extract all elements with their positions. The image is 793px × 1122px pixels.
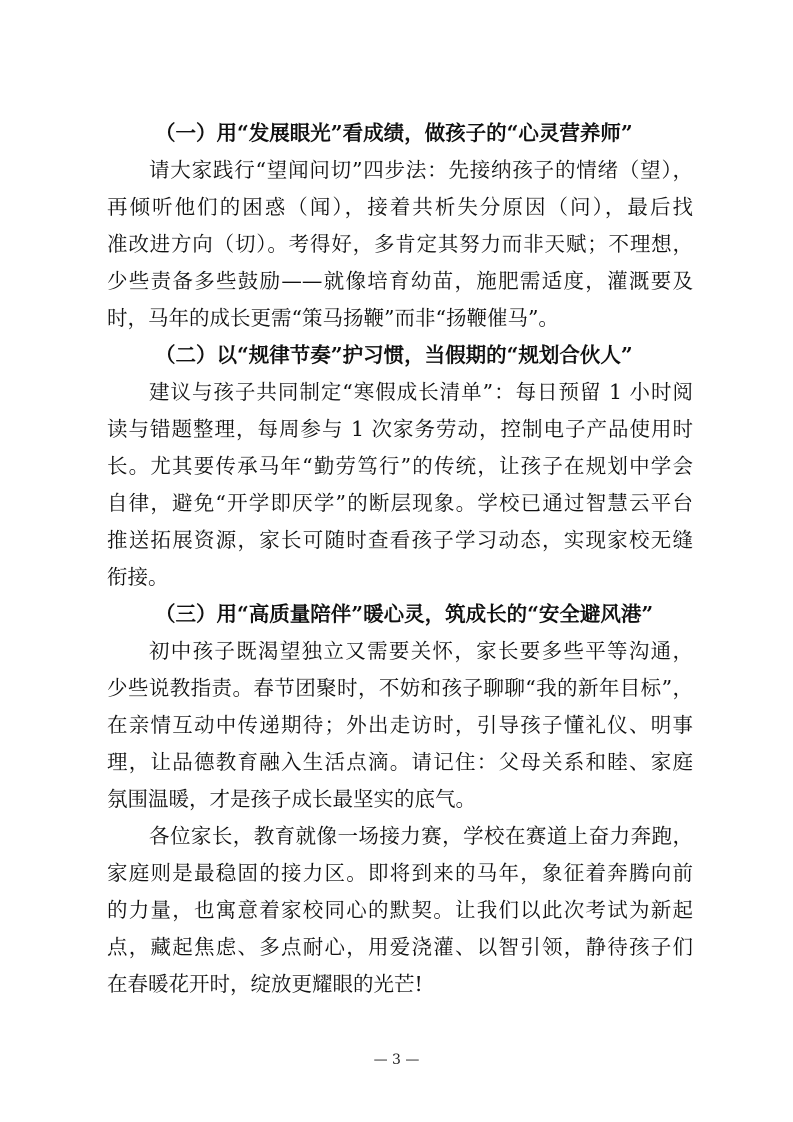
paragraph-line: 初中孩子既渴望独立又需要关怀，家长要多些平等沟通， — [149, 639, 693, 663]
closing-line: 各位家长，教育就像一场接力赛，学校在赛道上奋力奔跑， — [149, 824, 693, 848]
paragraph-line: 再倾听他们的困惑（闻），接着共析失分原因（问），最后找 — [107, 195, 693, 219]
paragraph-line: 少些说教指责。春节团聚时，不妨和孩子聊聊“我的新年目标”， — [107, 676, 693, 700]
section-2-heading: （二）以“规律节奏”护习惯，当假期的“规划合伙人” — [155, 343, 633, 367]
paragraph-line: 长。尤其要传承马年“勤劳笃行”的传统，让孩子在规划中学会 — [107, 454, 693, 478]
closing-line: 点，藏起焦虑、多点耐心，用爱浇灌、以智引领，静待孩子们 — [107, 935, 693, 959]
paragraph-line: 在亲情互动中传递期待；外出走访时，引导孩子懂礼仪、明事 — [107, 713, 693, 737]
paragraph-line: 读与错题整理，每周参与 1 次家务劳动，控制电子产品使用时 — [107, 417, 693, 441]
paragraph-line: 建议与孩子共同制定“寒假成长清单”：每日预留 1 小时阅 — [149, 380, 693, 404]
paragraph-line: 自律，避免“开学即厌学”的断层现象。学校已通过智慧云平台 — [107, 491, 693, 515]
closing-line: 在春暖花开时，绽放更耀眼的光芒! — [107, 972, 423, 996]
paragraph-line: 推送拓展资源，家长可随时查看孩子学习动态，实现家校无缝 — [107, 528, 693, 552]
paragraph-line: 请大家践行“望闻问切”四步法：先接纳孩子的情绪（望）， — [149, 158, 693, 182]
paragraph-line: 时，马年的成长更需“策马扬鞭”而非“扬鞭催马”。 — [107, 306, 559, 330]
closing-line: 家庭则是最稳固的接力区。即将到来的马年，象征着奔腾向前 — [107, 861, 693, 885]
closing-line: 的力量，也寓意着家校同心的默契。让我们以此次考试为新起 — [107, 898, 693, 922]
section-1-heading: （一）用“发展眼光”看成绩，做孩子的“心灵营养师” — [155, 121, 633, 145]
page-number: — 3 — — [373, 1052, 420, 1068]
paragraph-line: 氛围温暖，才是孩子成长最坚实的底气。 — [107, 787, 476, 811]
document-body — [107, 115, 693, 1003]
section-3-heading: （三）用“高质量陪伴”暖心灵，筑成长的“安全避风港” — [155, 602, 654, 626]
paragraph-line: 准改进方向（切）。考得好，多肯定其努力而非天赋；不理想， — [107, 232, 693, 256]
paragraph-line: 少些责备多些鼓励——就像培育幼苗，施肥需适度，灌溉要及 — [107, 269, 693, 293]
paragraph-line: 理，让品德教育融入生活点滴。请记住：父母关系和睦、家庭 — [107, 750, 693, 774]
paragraph-line: 衔接。 — [107, 565, 169, 589]
